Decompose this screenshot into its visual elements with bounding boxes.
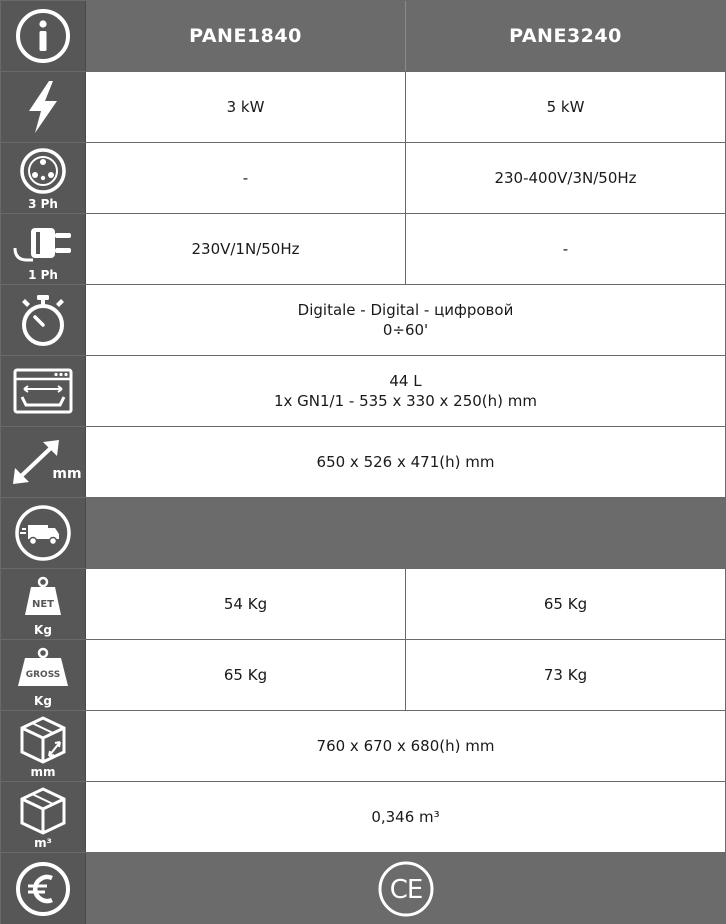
ce-mark-text: CE <box>389 874 422 905</box>
gross-weight-icon-cell <box>1 640 86 710</box>
dimensions-unit-label: mm <box>52 466 82 482</box>
info-icon <box>15 8 71 64</box>
delivery-icon-cell <box>1 498 86 568</box>
ce-mark-icon <box>377 860 435 918</box>
package-box-icon <box>16 714 70 764</box>
single-phase-label: 1 Ph <box>28 268 58 282</box>
power-value-1: 3 kW <box>226 98 265 116</box>
timer-row <box>1 285 725 356</box>
single-phase-value-1: 230V/1N/50Hz <box>191 240 300 258</box>
net-weight-icon <box>21 575 65 619</box>
capacity-value <box>86 356 725 426</box>
package-dimensions-value: 760 x 670 x 680(h) mm <box>316 737 495 755</box>
delivery-truck-icon <box>14 504 72 562</box>
net-weight-unit-label: Kg <box>34 623 52 637</box>
net-weight-icon-cell <box>1 569 86 639</box>
delivery-section-bar <box>86 498 725 568</box>
power-icon-cell <box>1 72 86 142</box>
dimensions-value: 650 x 526 x 471(h) mm <box>316 453 495 471</box>
gross-weight-row <box>1 640 725 711</box>
three-phase-value-1: - <box>242 169 249 187</box>
dimensions-row <box>1 427 725 498</box>
gross-weight-icon <box>15 646 71 690</box>
capacity-row <box>1 356 725 427</box>
timer-range: 0÷60' <box>382 321 429 339</box>
power-row <box>1 72 725 143</box>
dimensions-icon-cell <box>1 427 86 497</box>
gross-weight-unit-label: Kg <box>34 694 52 708</box>
timer-value <box>86 285 725 355</box>
timer-icon-cell <box>1 285 86 355</box>
plug-icon <box>11 220 75 264</box>
gross-badge-text: GROSS <box>25 670 61 680</box>
package-volume-icon-cell <box>1 782 86 852</box>
net-badge-text: NET <box>31 599 55 610</box>
footer-row <box>1 853 725 924</box>
gross-weight-value-2: 73 Kg <box>405 640 725 710</box>
package-dimensions-unit-label: mm <box>30 765 56 779</box>
footer-bar <box>86 853 725 924</box>
single-phase-row <box>1 214 725 285</box>
three-phase-icon-cell <box>1 143 86 213</box>
gross-weight-value-1: 65 Kg <box>223 666 268 684</box>
package-dimensions-icon-cell <box>1 711 86 781</box>
package-volume-unit-label: m³ <box>34 836 52 850</box>
three-phase-label: 3 Ph <box>28 197 58 211</box>
net-weight-value-1: 54 Kg <box>223 595 268 613</box>
package-dimensions-row <box>1 711 725 782</box>
oven-capacity-icon <box>12 367 74 415</box>
package-volume-value: 0,346 m³ <box>371 808 440 826</box>
model-name-2: PANE3240 <box>405 1 725 71</box>
package-volume-row <box>1 782 725 853</box>
info-icon-cell <box>1 1 86 71</box>
timer-type: Digitale - Digital - цифровой <box>297 301 514 319</box>
three-phase-row <box>1 143 725 214</box>
stopwatch-icon <box>18 292 68 348</box>
net-weight-value-2: 65 Kg <box>405 569 725 639</box>
single-phase-icon-cell <box>1 214 86 284</box>
capacity-volume: 44 L <box>389 372 422 390</box>
euro-icon <box>14 860 72 918</box>
delivery-row <box>1 498 725 569</box>
three-phase-socket-icon <box>18 146 68 196</box>
power-value-2: 5 kW <box>405 72 725 142</box>
lightning-icon <box>23 79 63 135</box>
net-weight-row <box>1 569 725 640</box>
model-name-1: PANE1840 <box>86 1 405 71</box>
header-row <box>1 1 725 72</box>
euro-icon-cell <box>1 853 86 924</box>
three-phase-value-2: 230-400V/3N/50Hz <box>405 143 725 213</box>
single-phase-value-2: - <box>405 214 725 284</box>
package-volume-icon <box>16 785 70 835</box>
capacity-trays: 1x GN1/1 - 535 x 330 x 250(h) mm <box>273 392 538 410</box>
capacity-icon-cell <box>1 356 86 426</box>
